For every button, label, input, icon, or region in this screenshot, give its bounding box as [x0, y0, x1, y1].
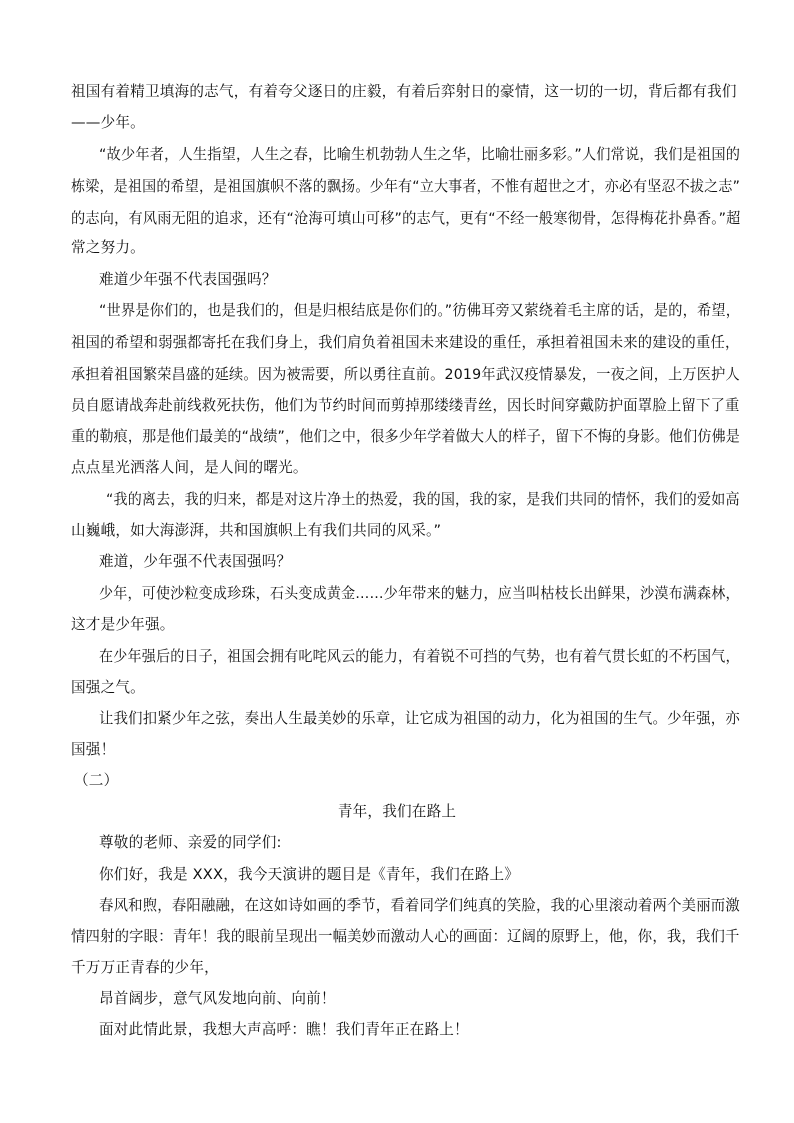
text-line: 点点星光洒落人间，是人间的曙光。	[71, 459, 308, 476]
text-line: ——少年。	[71, 114, 145, 131]
text-line: 员自愿请战奔赴前线救死扶伤，他们为节约时间而剪掉那缕缕青丝，因长时间穿戴防护面罩脸上留下了重	[71, 397, 740, 414]
text-line: 国强之气。	[71, 679, 145, 696]
speech-title: 青年，我们在路上	[337, 803, 457, 820]
text-line: 你们好，我是 XXX，我今天演讲的题目是《青年，我们在路上》	[99, 866, 520, 883]
text-line: 祖国的希望和弱强都寄托在我们身上，我们肩负着祖国未来建设的重任，承担着祖国未来的建设的重任，	[71, 334, 740, 351]
text-line: 重的勒痕，那是他们最美的“战绩”，他们之中，很多少年学着做大人的样子，留下不悔的身影。他们仿佛是	[71, 428, 741, 445]
section-number: （二）	[74, 772, 119, 789]
text-line: 这才是少年强。	[71, 616, 175, 633]
text-line: “我的离去，我的归来，都是对这片净土的热爱，我的国，我的家，是我们共同的情怀，我们的爱如高	[106, 491, 740, 508]
text-line: 国强！	[71, 741, 116, 758]
text-line: 祖国有着精卫填海的志气，有着夸父逐日的庄毅，有着后弈射日的豪情，这一切的一切，背后都有我们	[71, 83, 737, 100]
text-line: 难道少年强不代表国强吗？	[99, 271, 277, 288]
text-line: 让我们扣紧少年之弦，奏出人生最美妙的乐章，让它成为祖国的动力，化为祖国的生气。少年强，亦	[99, 710, 740, 727]
text-line: 面对此情此景，我想大声高呼：瞧！我们青年正在路上！	[99, 1021, 469, 1038]
text-line: 千万万正青春的少年，	[71, 959, 219, 976]
text-line: 尊敬的老师、亲爱的同学们:	[99, 834, 282, 851]
text-line: 承担着祖国繁荣昌盛的延续。因为被需要，所以勇往直前。2019年武汉疫情暴发，一夜之间，上万医护人	[71, 366, 740, 383]
text-line: 的志向，有风雨无阻的追求，还有“沧海可填山可移”的志气，更有“不经一般寒彻骨，怎得梅花扑鼻香。”超	[71, 210, 741, 227]
text-line: 难道，少年强不代表国强吗？	[99, 553, 292, 570]
text-line: “世界是你们的，也是我们的，但是归根结底是你们的。”彷佛耳旁又萦绕着毛主席的话，是的，希望，	[99, 302, 741, 319]
text-line: 昂首阔步，意气风发地向前、向前！	[99, 990, 336, 1007]
text-line: 少年，可使沙粒变成珍珠，石头变成黄金……少年带来的魅力，应当叫枯枝长出鲜果，沙漠布满森林，	[99, 585, 740, 602]
text-line: 春风和煦，春阳融融，在这如诗如画的季节，看着同学们纯真的笑脸，我的心里滚动着两个美丽而激	[99, 897, 740, 914]
text-line: 情四射的字眼：青年！我的眼前呈现出一幅美妙而激动人心的画面：辽阔的原野上，他，你，我，我们千	[71, 928, 740, 945]
text-line: 栋梁，是祖国的希望，是祖国旗帜不落的飘扬。少年有“立大事者，不惟有超世之才，亦必有坚忍不拔之志”	[71, 178, 741, 195]
text-line: 山巍峨，如大海澎湃，共和国旗帜上有我们共同的风采。”	[71, 522, 442, 539]
text-line: “故少年者，人生指望，人生之春，比喻生机勃勃人生之华，比喻壮丽多彩。”人们常说，我们是祖国的	[99, 146, 741, 163]
text-line: 在少年强后的日子，祖国会拥有叱咤风云的能力，有着锐不可挡的气势，也有着气贯长虹的不朽国气，	[99, 648, 740, 665]
text-line: 常之努力。	[71, 239, 145, 256]
